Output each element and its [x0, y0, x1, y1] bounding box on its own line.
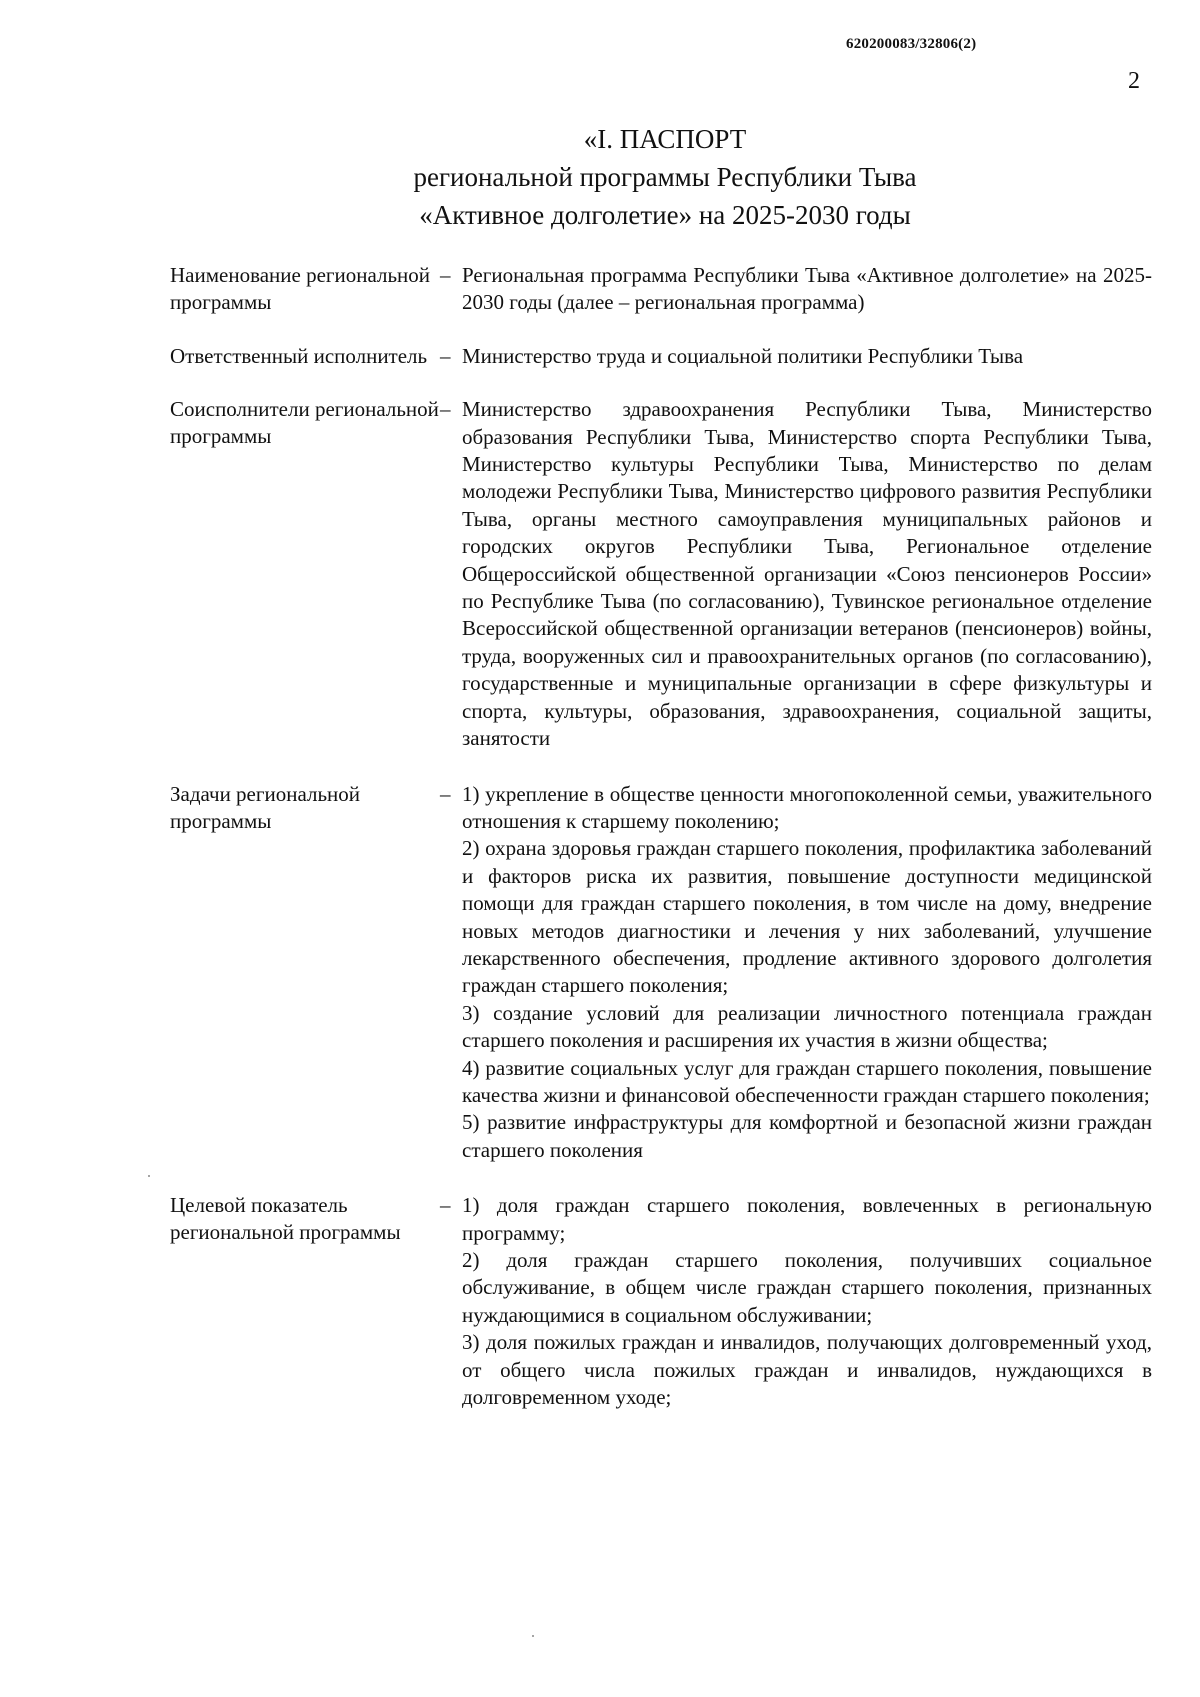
row-paragraph: Министерство труда и социальной политики Республики Тыва: [462, 343, 1024, 368]
passport-row-coexecutors: [170, 396, 1170, 752]
page-number: 2: [1128, 68, 1140, 94]
title-line-2: региональной программы Республики Тыва: [413, 162, 917, 192]
row-content: [462, 262, 1152, 317]
row-content: [462, 396, 1152, 752]
document-id: 620200083/32806(2): [846, 36, 977, 52]
title-line-1: «I. ПАСПОРТ: [583, 124, 747, 154]
row-dash: –: [440, 263, 451, 287]
row-paragraph: 1) укрепление в обществе ценности многопоколенной семьи, уважительного отношения к старшему поколению;: [462, 781, 1152, 833]
row-paragraph: 4) развитие социальных услуг для граждан старшего поколения, повышение качества жизни и финансовой обеспеченности граждан старшего поколения;: [462, 1055, 1152, 1107]
passport-row-name: [170, 262, 1170, 317]
row-label: Ответственный исполнитель: [170, 343, 428, 368]
row-content: [462, 343, 1152, 370]
row-label: Задачи региональной программы: [170, 781, 361, 833]
row-content: [462, 1192, 1152, 1411]
row-dash: –: [440, 343, 451, 368]
row-dash: –: [440, 1193, 451, 1218]
row-paragraph: 1) доля граждан старшего поколения, вовлеченных в региональную программу;: [462, 1193, 1152, 1245]
row-label: Наименование региональной программы: [170, 263, 431, 314]
row-paragraph: Региональная программа Республики Тыва «Активное долголетие» на 2025-2030 годы (далее – региональная программа): [462, 263, 1152, 315]
title-line-3: «Активное долголетие» на 2025-2030 годы: [419, 200, 911, 230]
row-dash: –: [440, 781, 451, 806]
scan-speck: [532, 1635, 534, 1637]
row-paragraph: 3) доля пожилых граждан и инвалидов, получающих долговременный уход, от общего числа пожилых граждан и инвалидов, нуждающихся в долговременном уходе;: [462, 1330, 1152, 1410]
row-paragraph: Министерство здравоохранения Республики Тыва, Министерство образования Республики Тыва, Министерство спорта Республики Тыва, Министерство культуры Республики Тыва, Министерство по делам молодежи Республики Тыва, Министерство цифрового развития Республики Тыва, органы местного самоуправления муниципальных районов и городских округов Республики Тыва, Региональное отделение Общероссийской общественной организации «Союз пенсионеров России» по Республике Тыва (по согласованию), Тувинское региональное отделение Всероссийской общественной организации ветеранов (пенсионеров) войны, труда, вооруженных сил и правоохранительных органов (по согласованию), государственные и муниципальные организации в сфере физкультуры и спорта, культуры, образования, здравоохранения, социальной защиты, занятости: [462, 397, 1152, 751]
row-paragraph: 2) охрана здоровья граждан старшего поколения, профилактика заболеваний и факторов риска их развития, повышение доступности медицинской помощи для граждан старшего поколения, в том числе на дому, внедрение новых методов диагностики и лечения у них заболеваний, улучшение лекарственного обеспечения, продление активного здорового долголетия граждан старшего поколения;: [462, 836, 1152, 998]
row-paragraph: 3) создание условий для реализации личностного потенциала граждан старшего поколения и расширения их участия в жизни общества;: [462, 1000, 1152, 1053]
row-label: Соисполнители региональной программы: [170, 397, 439, 449]
row-paragraph: 5) развитие инфраструктуры для комфортной и безопасной жизни граждан старшего поколения: [462, 1110, 1152, 1162]
row-dash: –: [440, 397, 451, 422]
scan-speck: [148, 1175, 150, 1177]
passport-row-tasks: [170, 781, 1170, 1165]
row-paragraph: 2) доля граждан старшего поколения, получивших социальное обслуживание, в общем числе граждан старшего поколения, признанных нуждающимися в социальном обслуживании;: [462, 1248, 1152, 1327]
row-content: [462, 781, 1152, 1165]
document-title: [0, 120, 1200, 234]
passport-row-responsible: [170, 343, 1170, 370]
row-label: Целевой показатель региональной программы: [170, 1193, 401, 1245]
passport-row-target-indicator: [170, 1192, 1170, 1411]
passport-table: [170, 262, 1170, 1438]
